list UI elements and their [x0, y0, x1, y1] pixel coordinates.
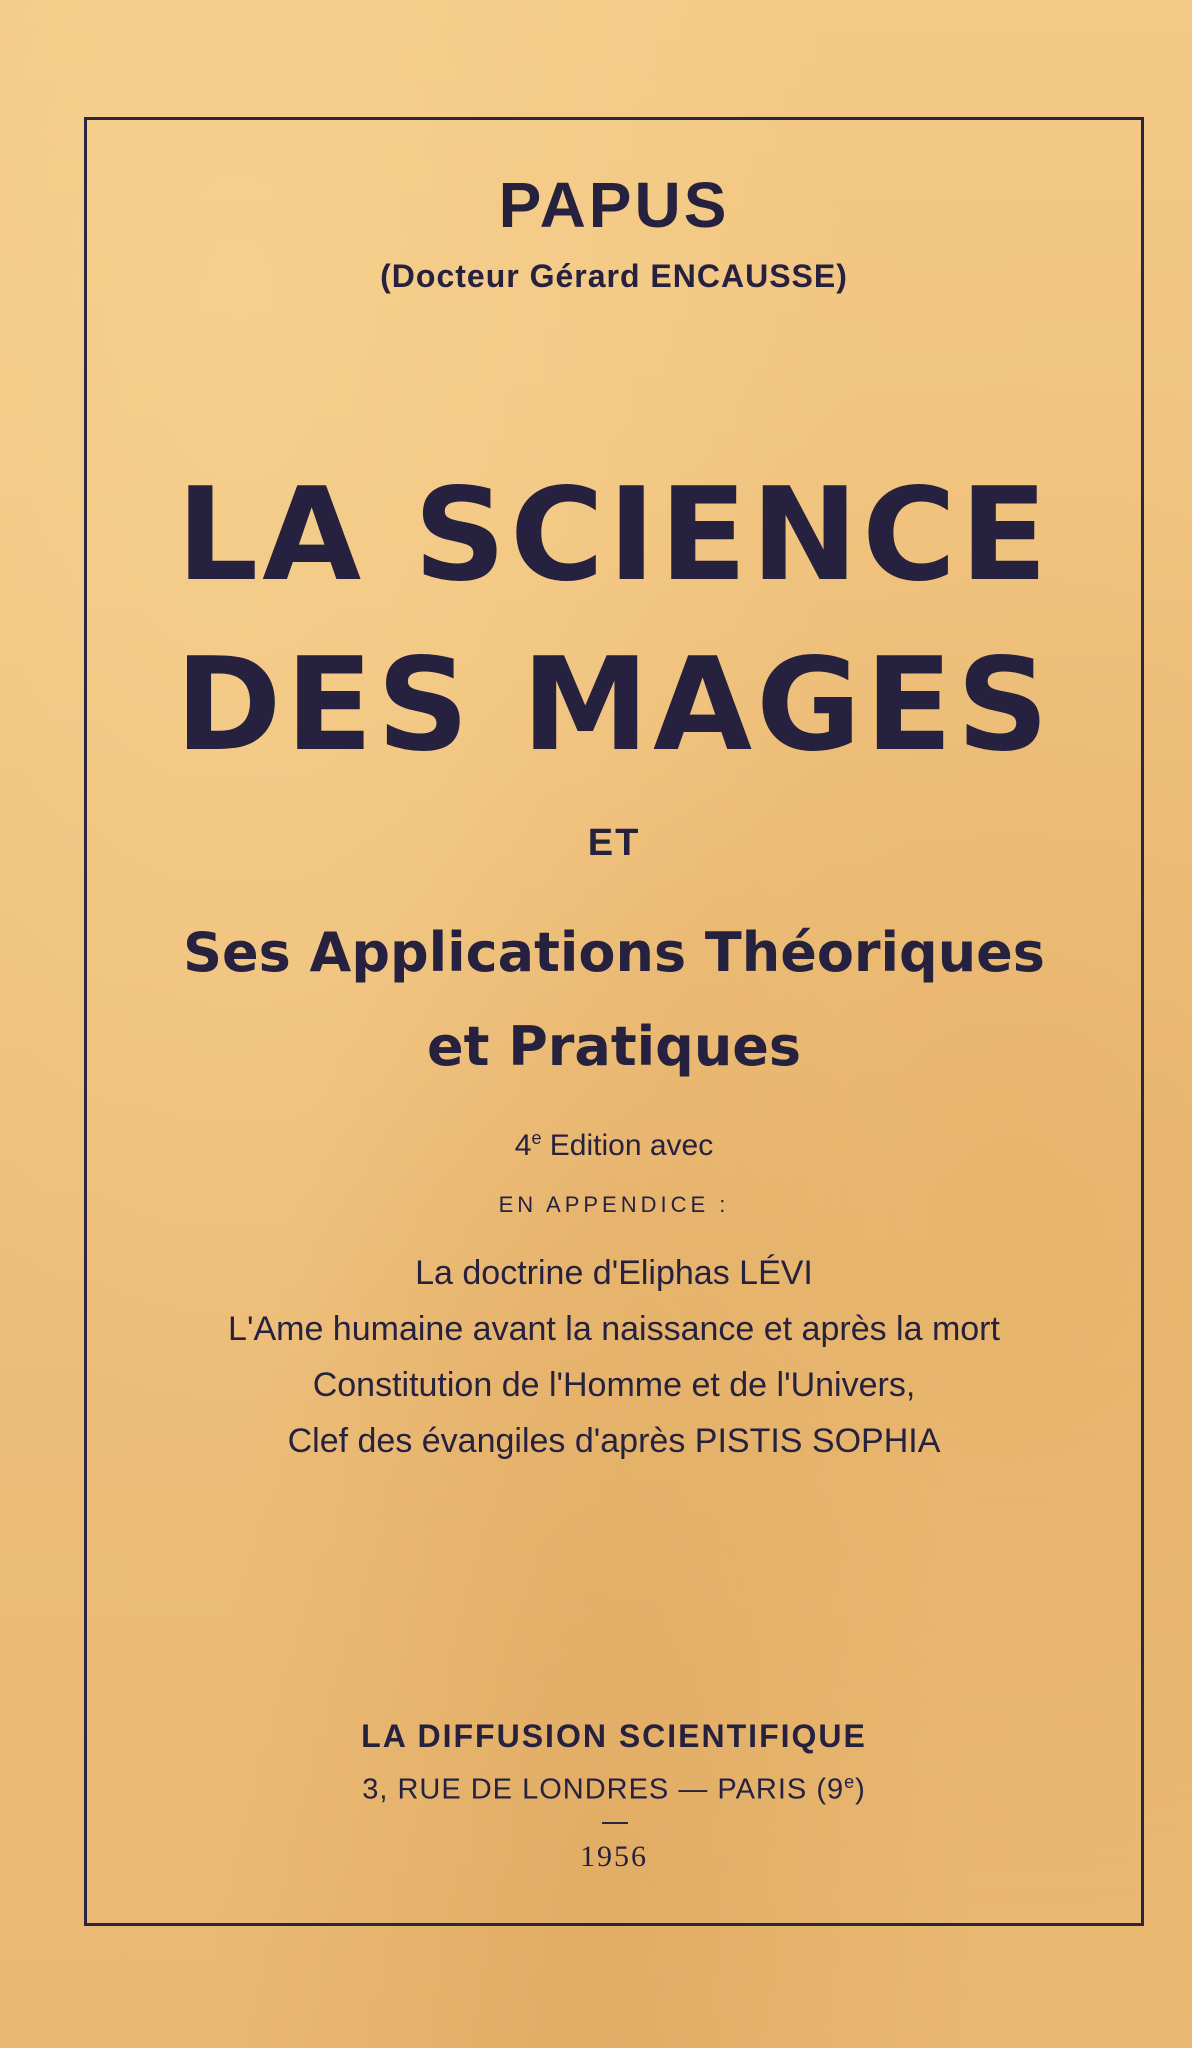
subtitle-line-2: et Pratiques: [426, 1015, 802, 1078]
edition-number: 4: [514, 1129, 532, 1162]
appendix-item: L'Ame humaine avant la naissance et après la mort: [228, 1310, 1000, 1348]
author-name: PAPUS: [498, 169, 730, 241]
book-title-line-1: LA SCIENCE: [176, 461, 1052, 610]
year-separator: [602, 1822, 628, 1824]
book-title-line-2: DES MAGES: [175, 631, 1053, 780]
edition-text: Edition avec: [541, 1129, 714, 1162]
address-superscript: e: [844, 1772, 856, 1792]
appendix-item: La doctrine d'Eliphas LÉVI: [415, 1254, 813, 1292]
publisher-name: LA DIFFUSION SCIENTIFIQUE: [361, 1718, 867, 1754]
subtitle-line-1: Ses Applications Théoriques: [183, 921, 1045, 984]
appendix-item: Constitution de l'Homme et de l'Univers,: [312, 1366, 916, 1404]
edition-superscript: e: [531, 1128, 542, 1148]
appendix-heading: EN APPENDICE :: [498, 1192, 730, 1217]
address-main: 3, RUE DE LONDRES — PARIS (9: [362, 1773, 845, 1806]
address-close: ): [855, 1773, 866, 1806]
publication-year: 1956: [580, 1840, 648, 1873]
title-conjunction: ET: [587, 822, 641, 864]
author-full-name: (Docteur Gérard ENCAUSSE): [380, 258, 848, 294]
appendix-item: Clef des évangiles d'après PISTIS SOPHIA: [287, 1422, 941, 1460]
publisher-address: [84, 1772, 1144, 1807]
edition-note: [84, 1128, 1144, 1163]
